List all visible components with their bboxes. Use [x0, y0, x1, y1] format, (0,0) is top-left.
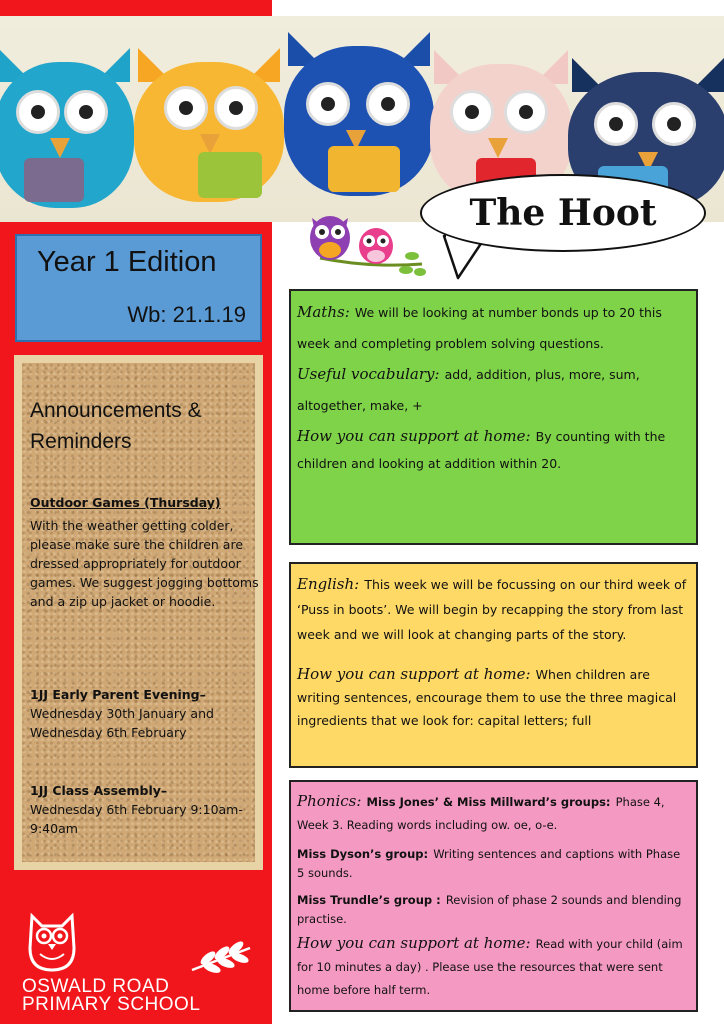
- phonics-group1-text: Phase 4, Week 3. Reading words including ow. oe, o-e.: [297, 795, 665, 832]
- edition-box: [15, 234, 262, 342]
- owl-2: [134, 62, 284, 202]
- phonics-group3-label: Miss Trundle’s group :: [297, 893, 441, 907]
- announcement-text: Wednesday 30th January and Wednesday 6th February: [30, 706, 214, 740]
- phonics-group1-label: Miss Jones’ & Miss Millward’s groups:: [366, 795, 611, 809]
- title-speech-bubble: [420, 174, 706, 252]
- announcements-title: Announcements & Reminders: [30, 399, 202, 453]
- maths-vocab-text: add, addition, plus, more, sum, altogether, make, +: [297, 367, 640, 413]
- owl-3: [284, 46, 434, 196]
- maths-support-label: How you can support at home:: [297, 427, 531, 445]
- announcement-parent-evening: [30, 685, 260, 742]
- announcement-class-assembly: [30, 781, 260, 838]
- phonics-support-label: How you can support at home:: [297, 934, 531, 952]
- announcement-outdoor-games: [30, 493, 260, 611]
- red-top-stripe: [0, 0, 272, 16]
- phonics-label: Phonics:: [297, 792, 362, 810]
- announcement-heading: 1JJ Class Assembly–: [30, 783, 168, 798]
- school-logo: [22, 908, 262, 1014]
- maths-text: We will be looking at number bonds up to 20 this week and completing problem solving questions.: [297, 305, 662, 351]
- maths-section: [289, 289, 698, 545]
- edition-week: Wb: 21.1.19: [127, 302, 246, 327]
- school-owl-logo-icon: [22, 908, 262, 978]
- phonics-section: [289, 780, 698, 1012]
- announcement-heading: Outdoor Games (Thursday): [30, 495, 221, 510]
- school-name-line2: PRIMARY SCHOOL: [22, 994, 201, 1015]
- school-name-line1: OSWALD ROAD: [22, 976, 170, 997]
- phonics-group2-label: Miss Dyson’s group:: [297, 847, 429, 861]
- owls-on-branch-icon: [300, 206, 430, 286]
- english-support-label: How you can support at home:: [297, 665, 531, 683]
- announcements-corkboard: [14, 355, 263, 870]
- maths-vocab-label: Useful vocabulary:: [297, 365, 440, 383]
- english-section: [289, 562, 698, 768]
- phonics-support-text: Read with your child (aim for 10 minutes a day) . Please use the resources that were sent home before half term.: [297, 937, 683, 997]
- newsletter-title: The Hoot: [469, 192, 657, 234]
- announcement-text: With the weather getting colder, please make sure the children are dressed appropriately for outdoor games. We suggest jogging bottoms and a zip up jacket or hoodie.: [30, 518, 259, 609]
- maths-support-text: By counting with the children and looking at addition within 20.: [297, 429, 666, 471]
- maths-label: Maths:: [297, 303, 350, 321]
- phonics-group2-text: Writing sentences and captions with Phase 5 sounds.: [297, 847, 681, 880]
- english-text: This week we will be focussing on our third week of ‘Puss in boots’. We will begin by recapping the story from last week and we will look at changing parts of the story.: [297, 577, 687, 642]
- announcement-text: Wednesday 6th February 9:10am-9:40am: [30, 802, 243, 836]
- english-support-text: When children are writing sentences, encourage them to use the three magical ingredients that we look for: capital letters; full: [297, 667, 677, 728]
- edition-title: Year 1 Edition: [37, 246, 217, 278]
- phonics-group3-text: Revision of phase 2 sounds and blending practise.: [297, 893, 682, 926]
- announcement-heading: 1JJ Early Parent Evening–: [30, 687, 206, 702]
- english-label: English:: [297, 575, 360, 593]
- owl-1: [0, 62, 134, 208]
